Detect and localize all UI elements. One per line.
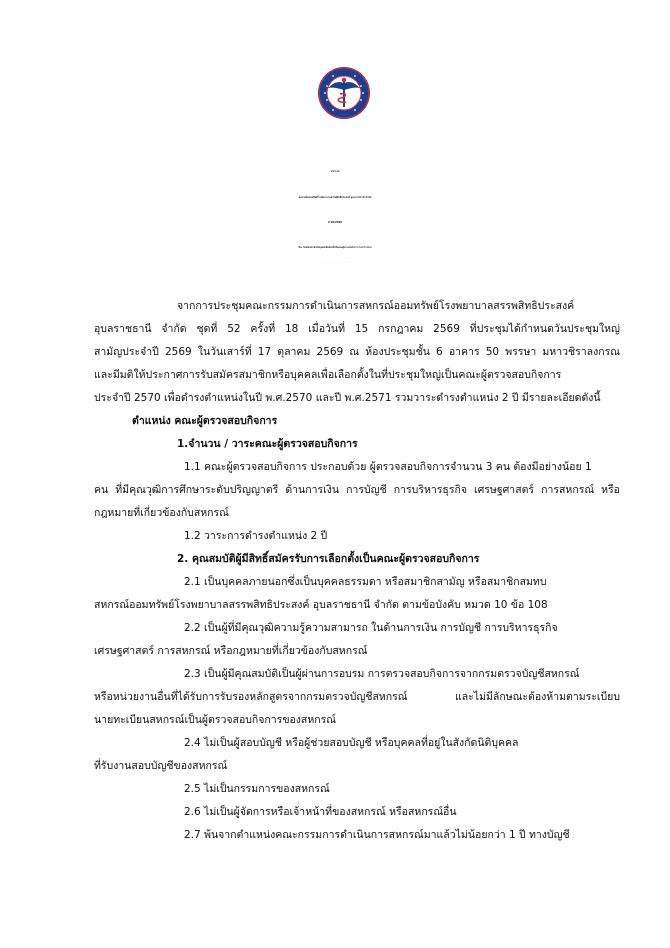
item-2-3: 2.3 เป็นผู้มีคุณสมบัติเป็นผู้ผ่านการอบรม การตรวจสอบกิจการจากกรมตรวจบัญชีสหกรณ์ xyxy=(184,668,580,680)
item-2-4: 2.4 ไม่เป็นผู้สอบบัญชี หรือผู้ช่วยสอบบัญชี หรือบุคคลที่อยู่ในสังกัดนิติบุคคล xyxy=(184,737,519,749)
item-1-1-line: กฎหมายที่เกี่ยวข้องกับสหกรณ์ xyxy=(94,507,229,519)
position-heading: ตำแหน่ง คณะผู้ตรวจสอบกิจการ xyxy=(132,415,278,427)
item-2-4-line: ที่รับงานสอบบัญชีของสหกรณ์ xyxy=(94,760,228,772)
item-2-7: 2.7 พ้นจากตำแหน่งคณะกรรมการดำเนินการสหกรณ์มาแล้วไม่น้อยกว่า 1 ปี ทางบัญชี xyxy=(184,829,570,841)
item-1-1: 1.1 คณะผู้ตรวจสอบกิจการ ประกอบด้วย ผู้ตรวจสอบกิจการจำนวน 3 คน ต้องมีอย่างน้อย 1 xyxy=(184,461,592,473)
item-1-2: 1.2 วาระการดำรงตำแหน่ง 2 ปี xyxy=(184,530,328,542)
intro-line: อุบลราชธานี จำกัด ชุดที่ 52 ครั้งที่ 18 เมื่อวันที่ 15 กรกฎาคม 2569 ที่ประชุมได้กำหนดวันประชุมใหญ่ xyxy=(94,323,620,335)
intro-line: สามัญประจำปี 2569 ในวันเสาร์ที่ 17 ตุลาคม 2569 ณ ห้องประชุมชั้น 6 อาคาร 50 พรรษา มหาวชิราลงกรณ xyxy=(94,346,620,358)
announcement-number: ที่ 28/2569 xyxy=(328,221,342,224)
section-1-heading: 1.จำนวน / วาระคณะผู้ตรวจสอบกิจการ xyxy=(177,438,358,450)
item-2-3-line: นายทะเบียนสหกรณ์เป็นผู้ตรวจสอบกิจการของสหกรณ์ xyxy=(94,714,336,726)
cooperative-seal-icon xyxy=(317,66,371,120)
item-2-1: 2.1 เป็นบุคคลภายนอกซึ่งเป็นบุคคลธรรมดา หรือสมาชิกสามัญ หรือสมาชิกสมทบ xyxy=(184,576,547,588)
item-2-1-line: สหกรณ์ออมทรัพย์โรงพยาบาลสรรพสิทธิประสงค์ อุบลราชธานี จำกัด ตามข้อบังคับ หมวด 10 ข้อ 108 xyxy=(94,599,548,611)
section-2-heading: 2. คุณสมบัติผู้มีสิทธิ์สมัครรับการเลือกตั้งเป็นคณะผู้ตรวจสอบกิจการ xyxy=(177,553,480,565)
intro-line: จากการประชุมคณะกรรมการดำเนินการสหกรณ์ออมทรัพย์โรงพยาบาลสรรพสิทธิประสงค์ xyxy=(177,300,575,312)
announcement-subject: เรื่อง รับสมัครสมาชิกหรือบุคคลเพื่อเลือกตั้งเป็นคณะผู้ตรวจสอบกิจการ ประจำปี 2570 xyxy=(298,247,372,249)
announcement-title: ประกาศ xyxy=(330,170,340,173)
intro-line: และมีมติให้ประกาศการรับสมัครสมาชิกหรือบุคคลเพื่อเลือกตั้งในที่ประชุมใหญ่เป็นคณะผู้ตรวจสอบกิจการ xyxy=(94,369,562,381)
item-2-2: 2.2 เป็นผู้ที่มีคุณวุฒิความรู้ความสามารถ ในด้านการเงิน การบัญชี การบริหารธุรกิจ xyxy=(184,622,558,634)
item-2-5: 2.5 ไม่เป็นกรรมการของสหกรณ์ xyxy=(184,783,330,795)
organization-name: สหกรณ์ออมทรัพย์โรงพยาบาลสรรพสิทธิประสงค์ อุบลราชธานี จำกัด xyxy=(298,196,372,199)
item-2-3-line: หรือหน่วยงานอื่นที่ได้รับการรับรองหลักสูตรจากกรมตรวจบัญชีสหกรณ์ และไม่มีลักษณะต้องห้ามตามระเบียบ xyxy=(94,691,620,703)
intro-line: ประจำปี 2570 เพื่อดำรงตำแหน่งในปี พ.ศ.2570 และปี พ.ศ.2571 รวมวาระดำรงตำแหน่ง 2 ปี มีรายละเอียดดังนี้ xyxy=(94,392,601,404)
item-2-6: 2.6 ไม่เป็นผู้จัดการหรือเจ้าหน้าที่ของสหกรณ์ หรือสหกรณ์อื่น xyxy=(184,806,457,818)
item-2-2-line: เศรษฐศาสตร์ การสหกรณ์ หรือกฎหมายที่เกี่ยวข้องกับสหกรณ์ xyxy=(94,645,368,657)
item-1-1-line: คน ที่มีคุณวุฒิการศึกษาระดับปริญญาตรี ด้านการเงิน การบัญชี การบริหารธุรกิจ เศรษฐศาสตร์ การสหกรณ์ หรือ xyxy=(94,484,620,496)
header-divider: ..................................... xyxy=(318,263,352,264)
